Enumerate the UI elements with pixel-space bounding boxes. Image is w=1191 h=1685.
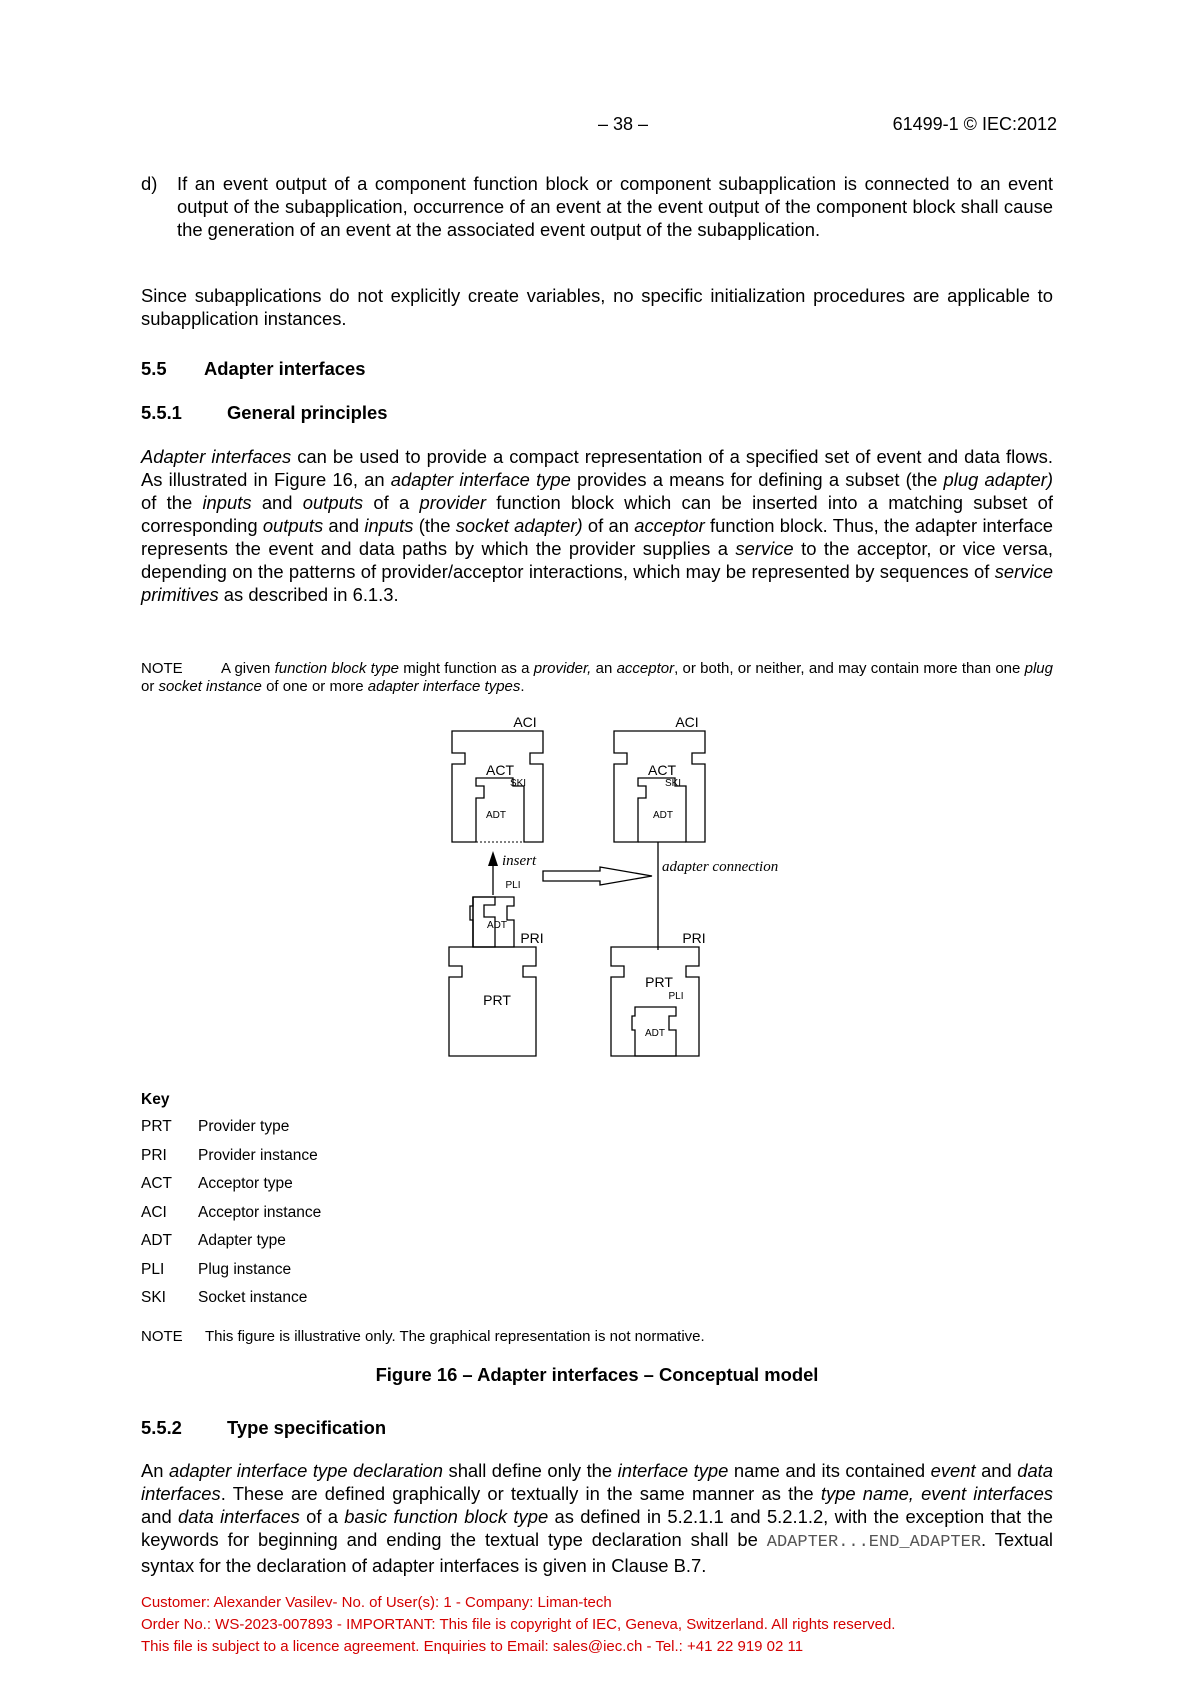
term: outputs — [262, 515, 324, 536]
label-pli-left: PLI — [505, 880, 521, 891]
adapter-interfaces-diagram — [430, 710, 810, 1070]
key-row — [141, 1147, 318, 1165]
term: plug — [1024, 660, 1053, 677]
key-abbr: ACT — [141, 1175, 172, 1192]
paragraph-subapplication-init: Since subapplications do not explicitly create variables, no specific initialization procedures are applicable to subapplication instances. — [141, 285, 1053, 329]
term: inputs — [202, 492, 252, 513]
note-tag: NOTE — [141, 660, 183, 677]
paragraph-type-specification — [141, 1459, 1053, 1577]
note-function-block-type — [141, 660, 1053, 696]
key-abbr: ADT — [141, 1232, 172, 1249]
label-act-left: ACT — [486, 762, 514, 778]
key-abbr: PRT — [141, 1118, 172, 1135]
acceptor-block-right — [614, 731, 705, 842]
label-ski-left: SKI — [509, 778, 527, 789]
key-row — [141, 1175, 293, 1193]
list-item-d — [141, 172, 1053, 241]
key-abbr: ACI — [141, 1204, 167, 1221]
term: basic function block type — [344, 1506, 549, 1527]
key-abbr: PRI — [141, 1147, 167, 1164]
text-run: An — [141, 1460, 169, 1481]
list-item-label: d) — [141, 173, 158, 194]
section-heading-5-5-2 — [141, 1417, 386, 1439]
text-run: , or both, or neither, and may contain more than one — [674, 660, 1025, 677]
text-run: function block which can be inserted into a matching subset of corresponding — [141, 492, 1054, 536]
term: adapter interface type declaration — [168, 1460, 444, 1481]
text-run: of the — [141, 492, 203, 513]
key-row — [141, 1232, 286, 1250]
section-title: Adapter interfaces — [204, 358, 366, 379]
label-pli-right: PLI — [668, 991, 684, 1002]
text-run: and — [323, 515, 365, 536]
text-run: and — [251, 492, 303, 513]
paragraph-general-principles — [141, 445, 1053, 606]
term: function block type — [274, 660, 400, 677]
term: acceptor — [634, 515, 705, 536]
label-insert: insert — [502, 853, 537, 869]
text-run: name and its contained — [728, 1460, 931, 1481]
term: Adapter interfaces — [141, 446, 292, 467]
page-number: – 38 – — [597, 114, 649, 134]
label-prt-left: PRT — [483, 992, 511, 1008]
key-desc: Plug instance — [198, 1261, 292, 1278]
key-row — [141, 1118, 289, 1136]
text-run: of a — [299, 1506, 345, 1527]
text-run: as defined in 5.2.1.1 and 5.2.1.2, with the exception that the keywords for beginning and ending the textual type declaration shall be — [141, 1506, 1053, 1550]
text-run: and — [141, 1506, 178, 1527]
text-run: to the acceptor, or vice versa, depending on the patterns of provider/acceptor interactions, which may be represented by sequences of — [141, 538, 1054, 582]
list-item-text: If an event output of a component function block or component subapplication is connected to an event output of the subapplication, occurrence of an event at the event output of the component block shall cause the generation of an event at the associated event output of the subapplication. — [177, 173, 1053, 240]
text-run: . — [520, 678, 525, 695]
section-title: Type specification — [227, 1417, 387, 1438]
note-text: This figure is illustrative only. The graphical representation is not normative. — [205, 1328, 705, 1345]
key-desc: Provider instance — [198, 1147, 318, 1164]
label-pri-right: PRI — [682, 930, 706, 946]
term: outputs — [302, 492, 364, 513]
footer-order: Order No.: WS-2023-007893 - IMPORTANT: This file is copyright of IEC, Geneva, Switzerland. All rights reserved. — [141, 1616, 896, 1633]
footer-customer: Customer: Alexander Vasilev- No. of User(s): 1 - Company: Liman-tech — [141, 1594, 612, 1611]
label-adt-left-socket: ADT — [486, 810, 506, 821]
text-run: shall define only the — [443, 1460, 618, 1481]
term: data interfaces — [177, 1506, 300, 1527]
section-number: 5.5 — [141, 358, 167, 379]
key-desc: Socket instance — [198, 1289, 308, 1306]
term: acceptor — [616, 660, 675, 677]
key-abbr: SKI — [141, 1289, 166, 1306]
text-run: and — [975, 1460, 1018, 1481]
text-run: of a — [363, 492, 420, 513]
label-pri-left: PRI — [520, 930, 544, 946]
text-run: an — [591, 660, 617, 677]
term: adapter interface type — [390, 469, 571, 490]
term: inputs — [364, 515, 414, 536]
label-aci-right: ACI — [675, 714, 699, 730]
label-aci-left: ACI — [513, 714, 537, 730]
term: event — [930, 1460, 976, 1481]
label-ski-right: SKI — [664, 778, 682, 789]
section-heading-5-5 — [141, 358, 365, 380]
acceptor-block-left — [452, 731, 543, 842]
term: socket instance — [158, 678, 262, 695]
term: plug adapter) — [943, 469, 1053, 490]
text-run: as described in 6.1.3. — [218, 584, 399, 605]
text-run: . These are defined graphically or textually in the same manner as the — [220, 1483, 821, 1504]
term: interface type — [617, 1460, 729, 1481]
term: service primitives — [141, 561, 1053, 605]
text-run: or — [141, 678, 159, 695]
label-adt-right-plug: ADT — [645, 1028, 665, 1039]
text-run: function block. Thus, the adapter interface represents the event and data paths by which the provider supplies a — [141, 515, 1053, 559]
section-number: 5.5.1 — [141, 402, 182, 423]
text-run: of one or more — [261, 678, 368, 695]
section-number: 5.5.2 — [141, 1417, 182, 1438]
term: provider — [419, 492, 486, 513]
term: adapter interface types — [367, 678, 521, 695]
text-run: can be used to provide a compact representation of a specified set of event and data flows. As illustrated in Figure 16, an — [141, 446, 1053, 490]
label-adt-plug: ADT — [487, 920, 507, 931]
text-run: might function as a — [399, 660, 534, 677]
key-desc: Adapter type — [198, 1232, 286, 1249]
key-desc: Provider type — [198, 1118, 290, 1135]
text-run: provides a means for defining a subset (the — [570, 469, 944, 490]
figure-caption: Figure 16 – Adapter interfaces – Conceptual model — [375, 1364, 819, 1385]
key-desc: Acceptor type — [198, 1175, 293, 1192]
label-act-right: ACT — [648, 762, 676, 778]
label-prt-right: PRT — [645, 974, 673, 990]
section-heading-5-5-1 — [141, 402, 387, 424]
label-adapter-connection: adapter connection — [662, 859, 779, 875]
footer-licence: This file is subject to a licence agreement. Enquiries to Email: sales@iec.ch - Tel.: +41 22 919 02 11 — [141, 1638, 804, 1655]
label-adt-right-socket: ADT — [653, 810, 673, 821]
insert-arrow-head — [488, 851, 498, 866]
key-desc: Acceptor instance — [198, 1204, 322, 1221]
text-run: of an — [582, 515, 635, 536]
note-illustrative — [141, 1328, 1053, 1346]
key-title: Key — [141, 1091, 170, 1108]
text-run: . Textual syntax for the declaration of adapter interfaces is given in Clause B.7. — [141, 1529, 1054, 1576]
term: type name, event interfaces — [820, 1483, 1053, 1504]
provider-block-right — [611, 947, 699, 1056]
text-run: (the — [413, 515, 456, 536]
standard-reference: 61499-1 © IEC:2012 — [892, 114, 1057, 134]
keyword-code: ADAPTER...END_ADAPTER — [766, 1533, 982, 1552]
term: service — [735, 538, 794, 559]
term: socket adapter) — [455, 515, 583, 536]
note-tag: NOTE — [141, 1328, 183, 1345]
term: provider, — [533, 660, 592, 677]
key-row — [141, 1289, 307, 1307]
text-run: A given — [221, 660, 275, 677]
term: data interfaces — [141, 1460, 1054, 1504]
key-row — [141, 1261, 291, 1279]
key-abbr: PLI — [141, 1261, 165, 1278]
section-title: General principles — [227, 402, 388, 423]
hollow-arrow — [543, 867, 652, 885]
key-row — [141, 1204, 321, 1222]
